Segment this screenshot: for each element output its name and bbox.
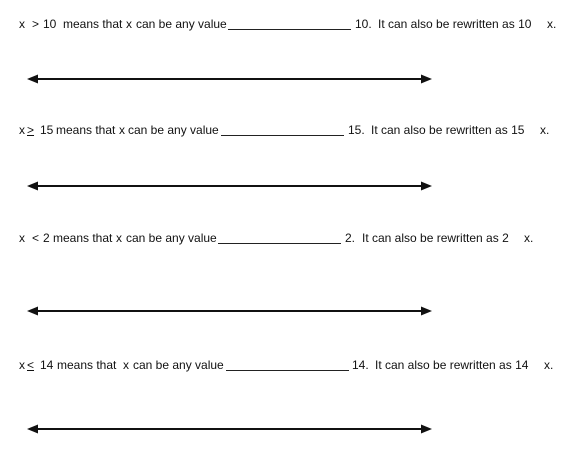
number-line-1 xyxy=(0,72,579,86)
left-arrowhead xyxy=(27,425,38,434)
means-that-text: means that xyxy=(63,17,123,31)
rewrite-text: It can also be rewritten as 15 xyxy=(371,123,525,137)
statement-1 xyxy=(0,17,579,35)
rewrite-text: It can also be rewritten as 2 xyxy=(362,231,509,245)
variable-x: x xyxy=(19,123,25,137)
subject-x: x xyxy=(119,123,125,137)
inequality-number: 15 xyxy=(40,123,54,137)
can-be-any-value-text: can be any value xyxy=(133,358,224,372)
statement-4 xyxy=(0,358,579,376)
means-that-text: means that xyxy=(57,358,117,372)
means-that-text: means that xyxy=(56,123,116,137)
can-be-any-value-text: can be any value xyxy=(136,17,227,31)
variable-x: x xyxy=(19,231,25,245)
left-arrowhead xyxy=(27,182,38,191)
rewrite-text: It can also be rewritten as 14 xyxy=(375,358,529,372)
right-arrowhead xyxy=(421,182,432,191)
inequality-number: 2 xyxy=(43,231,50,245)
answer-blank[interactable] xyxy=(226,370,349,371)
variable-x: x xyxy=(19,358,25,372)
inequality-symbol: > xyxy=(32,17,40,31)
after-blank-number: 2. xyxy=(345,231,356,245)
inequality-symbol: > xyxy=(27,123,35,137)
subject-x: x xyxy=(116,231,122,245)
after-blank-number: 14. xyxy=(352,358,369,372)
statement-2 xyxy=(0,123,579,141)
means-that-text: means that xyxy=(53,231,113,245)
right-arrowhead xyxy=(421,75,432,84)
left-arrowhead xyxy=(27,75,38,84)
rewrite-end: x. xyxy=(547,17,557,31)
rewrite-end: x. xyxy=(524,231,534,245)
variable-x: x xyxy=(19,17,25,31)
right-arrowhead xyxy=(421,425,432,434)
rewrite-text: It can also be rewritten as 10 xyxy=(378,17,532,31)
inequality-number: 14 xyxy=(40,358,54,372)
left-arrowhead xyxy=(27,307,38,316)
answer-blank[interactable] xyxy=(218,243,341,244)
can-be-any-value-text: can be any value xyxy=(128,123,219,137)
inequality-symbol: < xyxy=(27,358,35,372)
after-blank-number: 15. xyxy=(348,123,365,137)
statement-3 xyxy=(0,231,579,249)
inequality-number: 10 xyxy=(43,17,57,31)
rewrite-end: x. xyxy=(540,123,550,137)
rewrite-end: x. xyxy=(544,358,554,372)
number-line-2 xyxy=(0,179,579,193)
can-be-any-value-text: can be any value xyxy=(126,231,217,245)
subject-x: x xyxy=(123,358,129,372)
answer-blank[interactable] xyxy=(228,29,351,30)
right-arrowhead xyxy=(421,307,432,316)
after-blank-number: 10. xyxy=(355,17,372,31)
number-line-4 xyxy=(0,422,579,436)
inequality-symbol: < xyxy=(32,231,40,245)
answer-blank[interactable] xyxy=(221,135,344,136)
number-line-3 xyxy=(0,304,579,318)
subject-x: x xyxy=(126,17,132,31)
